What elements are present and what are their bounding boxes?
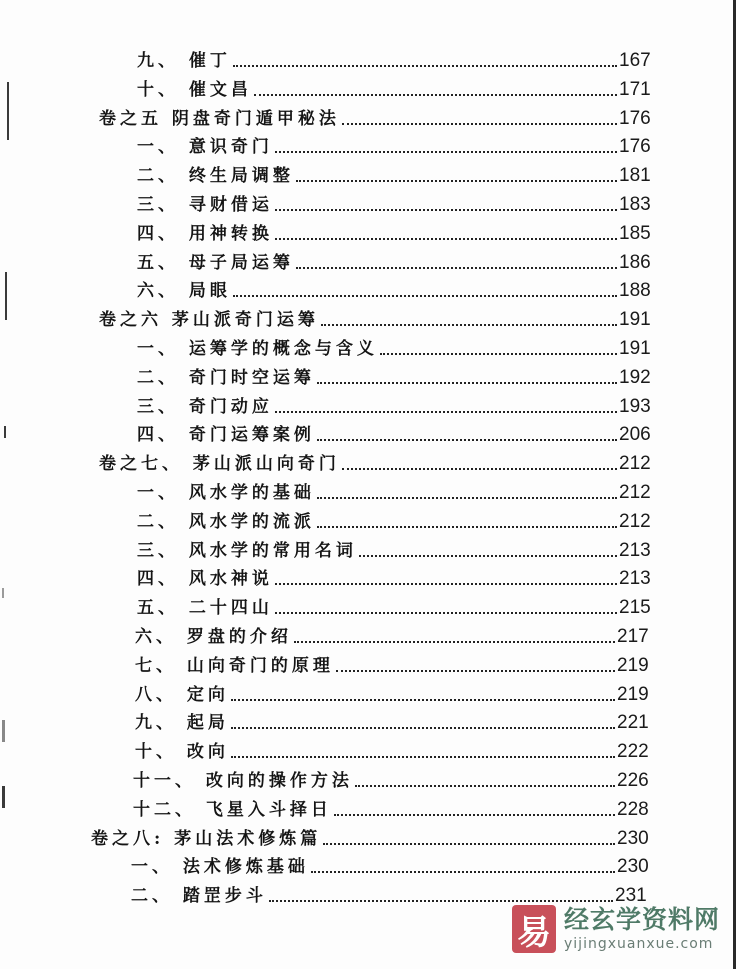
watermark-text <box>564 905 720 953</box>
toc-entry-page: 176 <box>619 107 651 129</box>
dot-leader <box>275 209 617 211</box>
dot-leader <box>231 756 615 758</box>
dot-leader <box>359 555 617 557</box>
dot-leader <box>317 497 617 499</box>
toc-entry-title: 一、 法术修炼基础 <box>131 857 309 878</box>
dot-leader <box>317 526 617 528</box>
toc-entry-title: 九、 起局 <box>135 713 229 734</box>
toc-entry-page: 212 <box>619 453 651 475</box>
toc-entry-title: 三、 奇门动应 <box>137 396 273 417</box>
dot-leader <box>275 612 617 614</box>
scan-artifact <box>7 82 9 140</box>
toc-entry[interactable] <box>133 764 657 792</box>
dot-leader <box>296 180 617 182</box>
toc-entry-title: 六、 局眼 <box>137 281 231 302</box>
toc-entry[interactable] <box>133 793 657 821</box>
toc-chapter-entry[interactable] <box>99 303 659 331</box>
toc-entry-page: 222 <box>617 741 649 763</box>
toc-entry-page: 215 <box>619 597 651 619</box>
watermark-url: yijingxuanxue.com <box>564 936 714 952</box>
toc-entry[interactable] <box>137 44 659 72</box>
dot-leader <box>311 871 615 873</box>
toc-entry-title: 十、 催文昌 <box>137 79 252 100</box>
dot-leader <box>294 641 615 643</box>
toc-entry-title: 四、 风水神说 <box>137 569 273 590</box>
toc-entry[interactable] <box>137 418 659 446</box>
toc-entry-page: 230 <box>617 856 649 878</box>
toc-entry[interactable] <box>137 159 659 187</box>
dot-leader <box>275 151 617 153</box>
toc-entry[interactable] <box>137 562 659 590</box>
dot-leader <box>342 123 617 125</box>
toc-entry[interactable] <box>137 390 659 418</box>
dot-leader <box>355 785 615 787</box>
toc-entry-title: 六、 罗盘的介绍 <box>135 627 292 647</box>
toc-entry[interactable] <box>131 850 657 878</box>
scan-artifact <box>2 720 5 742</box>
toc-entry-title: 五、 母子局运筹 <box>137 252 294 273</box>
toc-entry[interactable] <box>135 706 657 734</box>
toc-entry-page: 186 <box>619 251 651 273</box>
toc-entry[interactable] <box>137 361 659 389</box>
toc-entry[interactable] <box>137 476 659 504</box>
toc-entry-title: 八、 定向 <box>135 684 229 705</box>
toc-entry[interactable] <box>137 591 659 619</box>
toc-entry-title: 九、 催丁 <box>137 51 231 71</box>
dot-leader <box>233 295 617 297</box>
toc-entry-title: 五、 二十四山 <box>137 598 273 619</box>
dot-leader <box>231 699 615 701</box>
toc-entry-title: 一、 运筹学的概念与含义 <box>137 339 378 359</box>
dot-leader <box>317 382 617 384</box>
toc-entry-page: 231 <box>615 885 647 907</box>
scan-artifact <box>2 786 5 808</box>
toc-entry-title: 十一、 改向的操作方法 <box>133 771 353 791</box>
scan-artifact <box>5 272 7 320</box>
toc-entry-page: 191 <box>619 309 651 331</box>
toc-entry-page: 228 <box>617 798 649 820</box>
dot-leader <box>275 411 617 413</box>
toc-entry[interactable] <box>137 505 659 533</box>
toc-entry-page: 191 <box>619 338 651 359</box>
toc-entry-page: 212 <box>619 482 651 503</box>
dot-leader <box>334 814 615 816</box>
toc-entry-page: 213 <box>619 568 651 590</box>
dot-leader <box>231 727 615 729</box>
toc-entry-page: 217 <box>617 626 649 647</box>
toc-entry-page: 167 <box>619 50 651 71</box>
dot-leader <box>317 439 617 441</box>
watermark-logo-icon: 易 <box>512 905 556 953</box>
dot-leader <box>233 65 617 67</box>
toc-entry-page: 181 <box>619 165 651 187</box>
toc-entry-title: 卷之六 茅山派奇门运筹 <box>99 310 319 331</box>
toc-entry[interactable] <box>135 620 657 648</box>
toc-entry-title: 十、 改向 <box>135 742 229 763</box>
dot-leader <box>342 468 617 470</box>
toc-entry-title: 二、 风水学的流派 <box>137 511 315 532</box>
toc-entry[interactable] <box>137 274 659 302</box>
scan-artifact <box>4 426 6 438</box>
watermark <box>512 895 732 963</box>
toc-entry[interactable] <box>135 649 657 677</box>
toc-entry[interactable] <box>135 735 657 763</box>
toc-entry-title: 一、 风水学的基础 <box>137 483 315 503</box>
toc-entry-title: 七、 山向奇门的原理 <box>135 655 334 676</box>
toc-entry-page: 183 <box>619 194 651 215</box>
toc-entry-page: 193 <box>619 395 651 417</box>
toc-chapter-entry[interactable] <box>91 822 657 850</box>
dot-leader <box>254 94 617 96</box>
toc-entry-page: 221 <box>617 712 649 734</box>
toc-entry-title: 卷之五 阴盘奇门遁甲秘法 <box>99 108 340 129</box>
toc-entry[interactable] <box>137 246 659 274</box>
toc-entry[interactable] <box>135 678 657 706</box>
toc-entry-title: 二、 踏罡步斗 <box>131 886 267 907</box>
dot-leader <box>336 670 615 672</box>
dot-leader <box>275 583 617 585</box>
toc-entry-page: 176 <box>619 136 651 158</box>
toc-entry-page: 219 <box>617 654 649 676</box>
toc-entry-title: 四、 奇门运筹案例 <box>137 425 315 446</box>
toc-entry-title: 三、 风水学的常用名词 <box>137 540 357 561</box>
toc-chapter-entry[interactable] <box>99 102 659 130</box>
toc-chapter-entry[interactable] <box>99 447 659 475</box>
toc-entry[interactable] <box>137 332 659 360</box>
dot-leader <box>296 267 617 269</box>
dot-leader <box>323 843 615 845</box>
toc-entry-page: 185 <box>619 222 651 244</box>
toc-entry-page: 230 <box>617 827 649 849</box>
toc-entry[interactable] <box>137 130 659 158</box>
toc-entry[interactable] <box>137 73 659 101</box>
toc-entry-title: 十二、 飞星入斗择日 <box>133 799 332 820</box>
toc-entry-title: 三、 寻财借运 <box>137 195 273 215</box>
toc-entry-page: 212 <box>619 510 651 532</box>
toc-entry-title: 四、 用神转换 <box>137 223 273 244</box>
toc-entry-page: 188 <box>619 280 651 302</box>
toc-entry-title: 卷之七、 茅山派山向奇门 <box>99 454 340 475</box>
dot-leader <box>321 324 617 326</box>
toc-entry-page: 213 <box>619 539 651 561</box>
toc-entry-page: 192 <box>619 366 651 388</box>
toc-entry-page: 206 <box>619 424 651 446</box>
toc-entry-page: 171 <box>619 78 651 100</box>
toc-entry-title: 一、 意识奇门 <box>137 137 273 158</box>
toc-entry[interactable] <box>137 217 659 245</box>
dot-leader <box>275 238 617 240</box>
toc-entry-page: 226 <box>617 770 649 791</box>
toc-entry-page: 219 <box>617 683 649 705</box>
scan-artifact <box>2 588 4 598</box>
toc-entry-title: 卷之八: 茅山法术修炼篇 <box>91 828 322 849</box>
toc-entry-title: 二、 终生局调整 <box>137 166 294 187</box>
toc-entry[interactable] <box>137 534 659 562</box>
watermark-title: 经玄学资料网 <box>564 905 721 934</box>
dot-leader <box>380 353 617 355</box>
toc-entry-title: 二、 奇门时空运筹 <box>137 367 315 388</box>
toc-entry[interactable] <box>137 188 659 216</box>
